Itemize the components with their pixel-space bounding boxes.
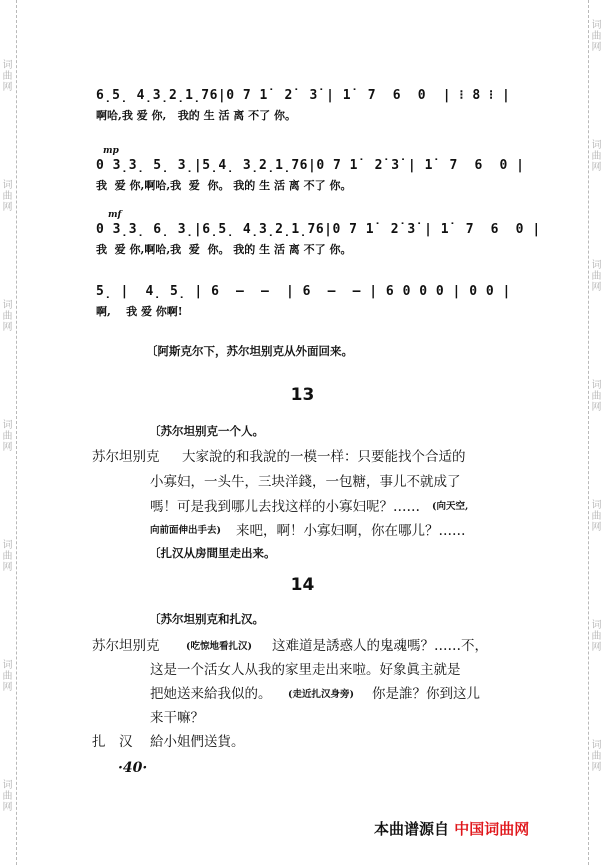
source-site-link[interactable]: 中国词曲网 — [454, 820, 530, 838]
stage-direction: 〔苏尔坦别克一个人。 — [149, 424, 264, 438]
score-notes: 0 3̣3̣ 6̣ 3̣|6̣5̣ 4̣3̣2̣1̣76|0 7 1̇ 2̇ 3̇ | 1̇ 7 6 0 | — [96, 222, 541, 237]
watermark-text: 词曲网 — [2, 780, 13, 813]
watermark-text: 词曲网 — [2, 180, 13, 213]
dynamic-marking: mp — [103, 146, 119, 156]
score-notes: 5̣ | 4̣ 5̣ | 6 — — | 6 — — | 6 0 0 0 | 0 0 | — [96, 284, 511, 299]
score-row-4 — [96, 284, 511, 319]
speaker-name: 苏尔坦别克 — [92, 638, 160, 654]
score-row-2 — [96, 158, 525, 193]
stage-direction: 〔苏尔坦别克和扎汉。 — [149, 612, 264, 626]
scene-number: 14 — [290, 575, 315, 595]
watermark-text: 词曲网 — [2, 60, 13, 93]
watermark-text: 词曲网 — [2, 540, 13, 573]
dialogue-line: 大家說的和我說的一模一样：只要能找个合适的 — [182, 449, 466, 465]
speaker-name: 苏尔坦别克 — [92, 449, 160, 465]
dynamic-marking: mf — [108, 210, 122, 220]
watermark-text: 词曲网 — [591, 620, 602, 653]
score-lyrics: 我 爱 你,啊哈,我 爱 你。 我的 生 活 离 不了 你。 — [96, 179, 352, 192]
watermark-text: 词曲网 — [591, 500, 602, 533]
watermark-text: 词曲网 — [591, 260, 602, 293]
page-number: ·40· — [118, 760, 148, 776]
watermark-text: 词曲网 — [2, 660, 13, 693]
watermark-text: 词曲网 — [2, 300, 13, 333]
left-margin-watermark — [0, 0, 17, 865]
stage-aside: 向前面伸出手去) — [150, 525, 221, 536]
watermark-text: 词曲网 — [2, 420, 13, 453]
dialogue-line: 这是一个活女人从我的家里走出来啦。好象眞主就是 — [150, 662, 461, 678]
source-prefix: 本曲谱源自 — [374, 820, 450, 838]
watermark-text: 词曲网 — [591, 140, 602, 173]
stage-direction: 〔阿斯克尔下，苏尔坦别克从外面回来。 — [146, 344, 353, 358]
source-credit — [374, 818, 529, 839]
scene-number: 13 — [290, 385, 315, 405]
score-notes: 6̣5̣ 4̣3̣2̣1̣76|0 7 1̇ 2̇ 3̇ | 1̇ 7 6 0 | ⁝ 8 ⁝ | — [96, 88, 511, 103]
dialogue-line: 小寡妇，一头牛，三块洋錢，一包糖，事儿不就成了 — [150, 474, 461, 490]
dialogue-line: 这难道是誘惑人的鬼魂嗎？……不， — [272, 638, 488, 654]
speaker-name: 扎 汉 — [92, 734, 133, 750]
stage-aside: (吃惊地看扎汉) — [186, 641, 252, 652]
dialogue-line: 把她送来給我似的。 — [150, 686, 272, 702]
dialogue-line: 你是誰？你到这儿 — [372, 686, 480, 702]
stage-aside: (向天空, — [432, 501, 469, 512]
score-row-1 — [96, 88, 511, 123]
watermark-text: 词曲网 — [591, 380, 602, 413]
watermark-text: 词曲网 — [591, 20, 602, 53]
score-lyrics: 我 爱 你,啊哈,我 爱 你。 我的 生 活 离 不了 你。 — [96, 243, 352, 256]
dialogue-line: 来吧，啊！小寡妇啊，你在哪儿？…… — [236, 523, 466, 539]
stage-aside: (走近扎汉身旁) — [288, 689, 354, 700]
score-notes: 0 3̣3̣ 5̣ 3̣|5̣4̣ 3̣2̣1̣76|0 7 1̇ 2̇ 3̇ | 1̇ 7 6 0 | — [96, 158, 525, 173]
score-lyrics: 啊哈,我 爱 你, 我的 生 活 离 不了 你。 — [96, 109, 296, 122]
dialogue-line: 嗎！可是我到哪儿去找这样的小寡妇呢？…… — [150, 499, 420, 515]
watermark-text: 词曲网 — [591, 740, 602, 773]
dialogue-line: 給小姐們送貨。 — [150, 734, 245, 750]
dialogue-line: 来干嘛？ — [150, 710, 204, 726]
score-row-3 — [96, 222, 541, 257]
score-lyrics: 啊, 我 爱 你啊! — [96, 305, 183, 318]
stage-direction: 〔扎汉从房間里走出来。 — [149, 546, 276, 560]
right-margin-watermark — [588, 0, 605, 865]
